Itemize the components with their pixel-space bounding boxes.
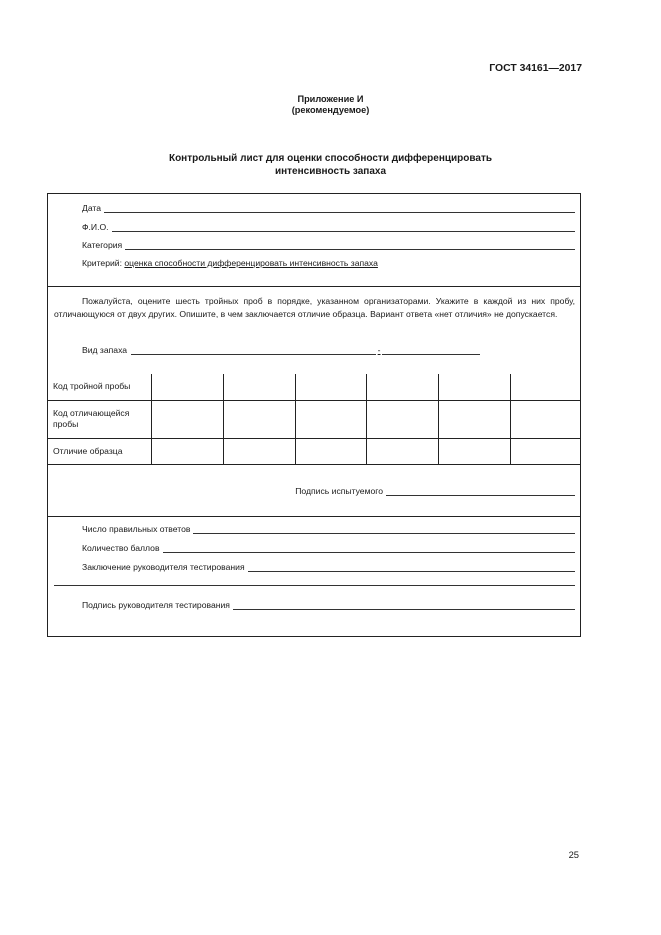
score-field[interactable] <box>82 542 575 553</box>
table-cell[interactable] <box>366 400 438 438</box>
conclusion-label: Заключение руководителя тестирования <box>82 562 245 572</box>
appendix-status: (рекомендуемое) <box>291 105 370 115</box>
odor-type-line-2[interactable] <box>382 346 480 355</box>
instructions-text: Пожалуйста, оцените шесть тройных проб в порядке, указанном организаторами. Укажите в каждой из них пробу, отличающуюся от двух других. Опишите, в чем заключается отличие образца. Вариант ответа «нет отличия» не допускается. <box>54 296 575 319</box>
table-cell[interactable] <box>438 400 510 438</box>
table-cell[interactable] <box>151 400 223 438</box>
correct-answers-label: Число правильных ответов <box>82 524 191 534</box>
row-label-different-code: Код отличающейся пробы <box>48 400 151 438</box>
table-cell[interactable] <box>510 374 581 400</box>
conclusion-line[interactable] <box>248 563 575 572</box>
page-number: 25 <box>568 849 579 860</box>
odor-type-dash: - <box>377 345 381 355</box>
participant-signature-field[interactable] <box>295 485 575 496</box>
table-cell[interactable] <box>295 438 366 464</box>
row-label-difference: Отличие образца <box>48 438 151 464</box>
name-line[interactable] <box>112 223 575 232</box>
criterion-row <box>82 258 378 268</box>
table-row <box>48 374 581 400</box>
name-field[interactable] <box>82 221 575 232</box>
table-cell[interactable] <box>151 374 223 400</box>
date-line[interactable] <box>104 204 575 213</box>
supervisor-signature-label: Подпись руководителя тестирования <box>82 600 230 610</box>
table-cell[interactable] <box>223 374 295 400</box>
divider <box>48 516 580 517</box>
odor-type-line-1[interactable] <box>131 346 376 355</box>
participant-signature-label: Подпись испытуемого <box>295 486 383 496</box>
form-title-line-2: интенсивность запаха <box>274 165 387 177</box>
table-cell[interactable] <box>366 374 438 400</box>
table-row <box>48 400 581 438</box>
supervisor-signature-line[interactable] <box>233 601 575 610</box>
category-field[interactable] <box>82 239 575 250</box>
correct-answers-field[interactable] <box>82 523 575 534</box>
standard-code: ГОСТ 34161—2017 <box>489 63 582 74</box>
table-cell[interactable] <box>223 438 295 464</box>
form-title <box>0 153 661 178</box>
supervisor-signature-field[interactable] <box>82 599 575 610</box>
name-label: Ф.И.О. <box>82 222 109 232</box>
conclusion-continuation-line[interactable] <box>54 585 575 586</box>
divider <box>48 286 580 287</box>
table-cell[interactable] <box>295 374 366 400</box>
table-row <box>48 438 581 464</box>
table-cell[interactable] <box>510 438 581 464</box>
appendix-title: Приложение И <box>297 94 364 104</box>
score-line[interactable] <box>163 544 575 553</box>
criterion-label: Критерий: <box>82 258 122 268</box>
criterion-value: оценка способности дифференцировать интенсивность запаха <box>124 258 378 268</box>
samples-table <box>48 374 581 465</box>
correct-answers-line[interactable] <box>193 525 575 534</box>
table-cell[interactable] <box>366 438 438 464</box>
odor-type-label: Вид запаха <box>82 345 128 355</box>
odor-type-field[interactable] <box>82 344 480 355</box>
appendix-heading <box>0 94 661 116</box>
table-cell[interactable] <box>151 438 223 464</box>
date-label: Дата <box>82 203 102 213</box>
table-cell[interactable] <box>510 400 581 438</box>
participant-signature-line[interactable] <box>386 487 575 496</box>
checklist-form <box>47 193 581 637</box>
table-cell[interactable] <box>438 374 510 400</box>
row-label-triple-code: Код тройной пробы <box>48 374 151 400</box>
conclusion-field[interactable] <box>82 561 575 572</box>
category-line[interactable] <box>125 241 575 250</box>
score-label: Количество баллов <box>82 543 160 553</box>
table-cell[interactable] <box>223 400 295 438</box>
date-field[interactable] <box>82 202 575 213</box>
category-label: Категория <box>82 240 123 250</box>
table-cell[interactable] <box>438 438 510 464</box>
table-cell[interactable] <box>295 400 366 438</box>
form-title-line-1: Контрольный лист для оценки способности дифференцировать <box>168 153 493 164</box>
